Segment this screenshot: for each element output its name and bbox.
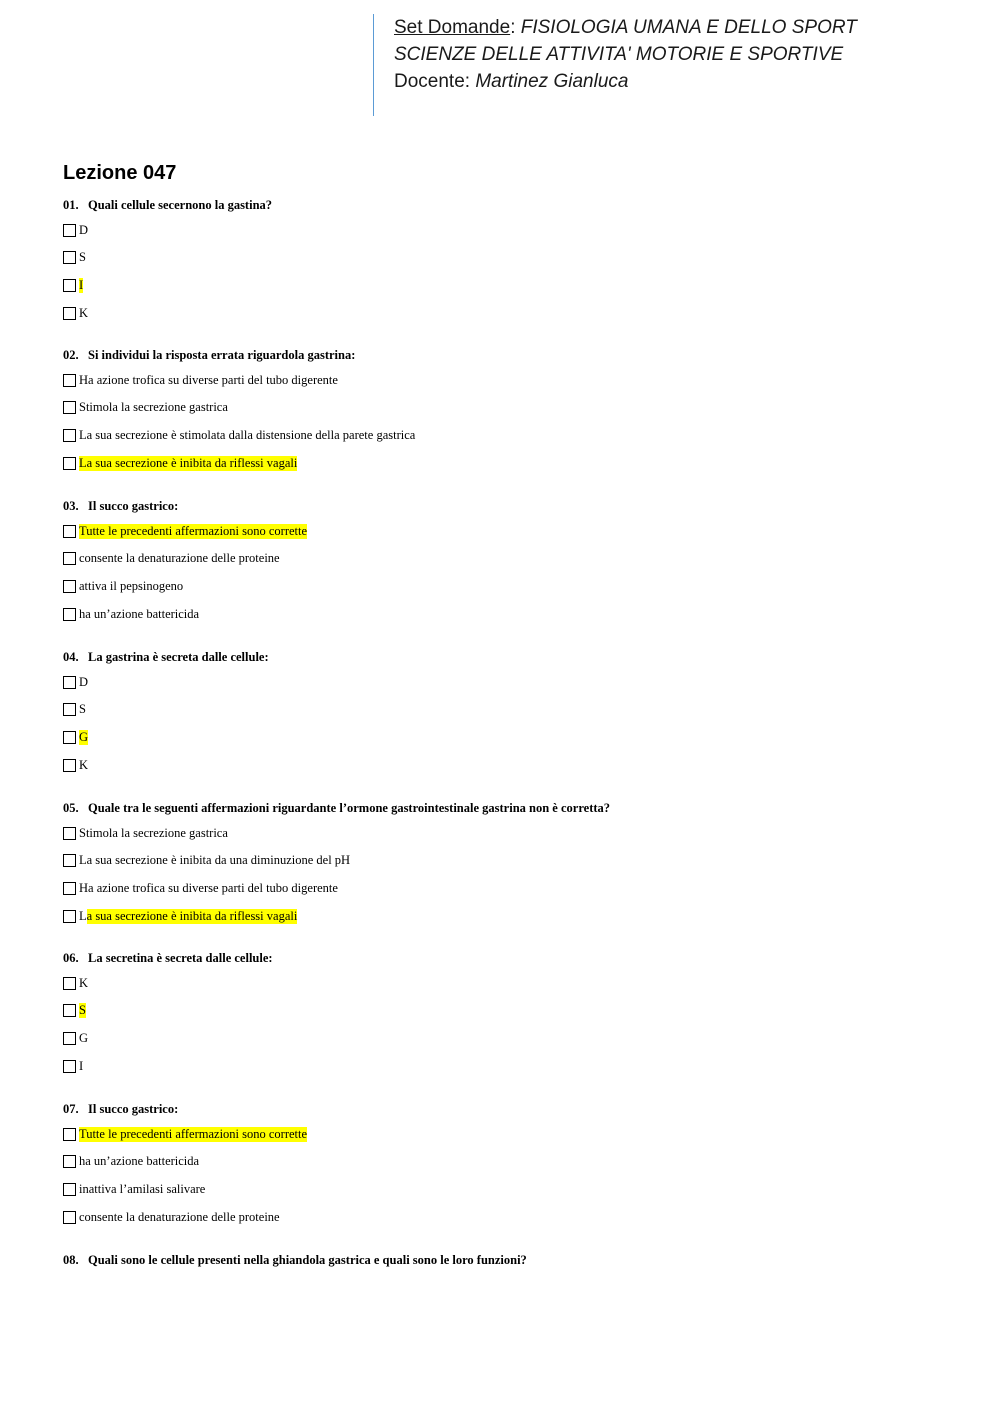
teacher-line [394, 68, 857, 95]
answer-checkbox[interactable] [63, 676, 76, 689]
answer-option[interactable] [63, 249, 86, 265]
question-05 [63, 801, 610, 816]
option-text: attiva il pepsinogeno [79, 578, 184, 593]
option-text: Stimola la secrezione gastrica [79, 825, 228, 840]
answer-checkbox[interactable] [63, 910, 76, 923]
question-text: Il succo gastrico: [88, 499, 179, 513]
option-text: K [79, 757, 89, 772]
answer-checkbox[interactable] [63, 552, 76, 565]
question-text: La gastrina è secreta dalle cellule: [88, 650, 269, 664]
question-number: 01. [63, 198, 79, 212]
answer-checkbox[interactable] [63, 731, 76, 744]
answer-checkbox[interactable] [63, 1211, 76, 1224]
option-text: inattiva l’amilasi salivare [79, 1181, 206, 1196]
option-text-highlighted: Tutte le precedenti affermazioni sono corrette [79, 523, 308, 538]
answer-option[interactable] [63, 975, 88, 991]
option-text: ha un’azione battericida [79, 606, 200, 621]
lesson-title: Lezione 047 [63, 162, 177, 184]
answer-option[interactable] [63, 222, 88, 238]
option-text: ha un’azione battericida [79, 1153, 200, 1168]
answer-checkbox[interactable] [63, 224, 76, 237]
answer-option[interactable] [63, 550, 280, 566]
question-text: Quali sono le cellule presenti nella ghiandola gastrica e quali sono le loro funzioni? [88, 1253, 527, 1267]
question-text: La secretina è secreta dalle cellule: [88, 951, 273, 965]
answer-checkbox[interactable] [63, 1032, 76, 1045]
question-text: Quale tra le seguenti affermazioni riguardante l’ormone gastrointestinale gastrina non è corretta? [88, 801, 611, 815]
option-text: La sua secrezione è stimolata dalla distensione della parete gastrica [79, 427, 416, 442]
question-06 [63, 951, 273, 966]
option-text-highlighted: Tutte le precedenti affermazioni sono corrette [79, 1126, 308, 1141]
question-07 [63, 1102, 178, 1117]
option-text-highlighted: La sua secrezione è inibita da riflessi vagali [79, 455, 298, 470]
answer-option[interactable] [63, 427, 415, 443]
answer-checkbox[interactable] [63, 307, 76, 320]
answer-checkbox[interactable] [63, 1128, 76, 1141]
answer-checkbox[interactable] [63, 279, 76, 292]
course-line-2: SCIENZE DELLE ATTIVITA' MOTORIE E SPORTIVE [394, 44, 844, 65]
option-text: L [79, 908, 87, 923]
answer-option[interactable] [63, 1002, 86, 1018]
option-text-highlighted: a sua secrezione è inibita da riflessi vagali [86, 908, 298, 923]
option-text-highlighted: S [79, 1002, 86, 1017]
answer-option[interactable] [63, 757, 88, 773]
question-number: 03. [63, 499, 79, 513]
option-text: K [79, 975, 89, 990]
question-08 [63, 1253, 527, 1268]
question-number: 06. [63, 951, 79, 965]
answer-checkbox[interactable] [63, 374, 76, 387]
set-separator: : [510, 17, 521, 38]
answer-option[interactable] [63, 1181, 205, 1197]
course-line-1: FISIOLOGIA UMANA E DELLO SPORT [520, 17, 857, 38]
option-text: consente la denaturazione delle proteine [79, 550, 280, 565]
answer-option[interactable] [63, 1126, 307, 1142]
question-01 [63, 198, 272, 213]
option-text-highlighted: I [79, 277, 84, 292]
answer-option[interactable] [63, 729, 88, 745]
answer-checkbox[interactable] [63, 854, 76, 867]
answer-checkbox[interactable] [63, 608, 76, 621]
question-number: 07. [63, 1102, 79, 1116]
question-number: 05. [63, 801, 79, 815]
answer-checkbox[interactable] [63, 1060, 76, 1073]
option-text: G [79, 1030, 89, 1045]
option-text: S [79, 701, 86, 716]
option-text: S [79, 249, 86, 264]
question-04 [63, 650, 269, 665]
answer-checkbox[interactable] [63, 401, 76, 414]
answer-option[interactable] [63, 852, 350, 868]
answer-checkbox[interactable] [63, 827, 76, 840]
answer-checkbox[interactable] [63, 882, 76, 895]
answer-checkbox[interactable] [63, 525, 76, 538]
answer-option[interactable] [63, 1030, 88, 1046]
option-text: Stimola la secrezione gastrica [79, 399, 228, 414]
set-line [394, 14, 857, 41]
question-02 [63, 348, 355, 363]
question-number: 02. [63, 348, 79, 362]
answer-option[interactable] [63, 1058, 83, 1074]
option-text: I [79, 1058, 84, 1073]
answer-option[interactable] [63, 908, 297, 924]
option-text: Ha azione trofica su diverse parti del tubo digerente [79, 372, 338, 387]
question-number: 08. [63, 1253, 79, 1267]
answer-option[interactable] [63, 701, 86, 717]
answer-checkbox[interactable] [63, 759, 76, 772]
answer-checkbox[interactable] [63, 429, 76, 442]
answer-option[interactable] [63, 277, 83, 293]
answer-option[interactable] [63, 606, 199, 622]
answer-checkbox[interactable] [63, 977, 76, 990]
answer-checkbox[interactable] [63, 703, 76, 716]
question-03 [63, 499, 178, 514]
answer-option[interactable] [63, 880, 338, 896]
answer-checkbox[interactable] [63, 1183, 76, 1196]
answer-option[interactable] [63, 372, 338, 388]
answer-option[interactable] [63, 455, 297, 471]
answer-option[interactable] [63, 523, 307, 539]
document-header [373, 14, 857, 116]
answer-option[interactable] [63, 674, 88, 690]
answer-checkbox[interactable] [63, 1004, 76, 1017]
teacher-label: Docente: [394, 71, 476, 92]
question-text: Il succo gastrico: [88, 1102, 179, 1116]
option-text: La sua secrezione è inibita da una diminuzione del pH [79, 852, 351, 867]
option-text: D [79, 674, 89, 689]
answer-option[interactable] [63, 578, 183, 594]
teacher-name: Martinez Gianluca [475, 71, 629, 92]
answer-option[interactable] [63, 1153, 199, 1169]
answer-checkbox[interactable] [63, 580, 76, 593]
answer-checkbox[interactable] [63, 251, 76, 264]
option-text: Ha azione trofica su diverse parti del tubo digerente [79, 880, 338, 895]
set-label: Set Domande [394, 17, 511, 38]
question-text: Quali cellule secernono la gastina? [88, 198, 273, 212]
question-number: 04. [63, 650, 79, 664]
option-text: consente la denaturazione delle proteine [79, 1209, 280, 1224]
question-text: Si individui la risposta errata riguardola gastrina: [88, 348, 356, 362]
answer-option[interactable] [63, 399, 228, 415]
answer-option[interactable] [63, 1209, 280, 1225]
answer-checkbox[interactable] [63, 457, 76, 470]
option-text: D [79, 222, 89, 237]
answer-option[interactable] [63, 305, 88, 321]
option-text-highlighted: G [79, 729, 89, 744]
answer-option[interactable] [63, 825, 228, 841]
option-text: K [79, 305, 89, 320]
answer-checkbox[interactable] [63, 1155, 76, 1168]
